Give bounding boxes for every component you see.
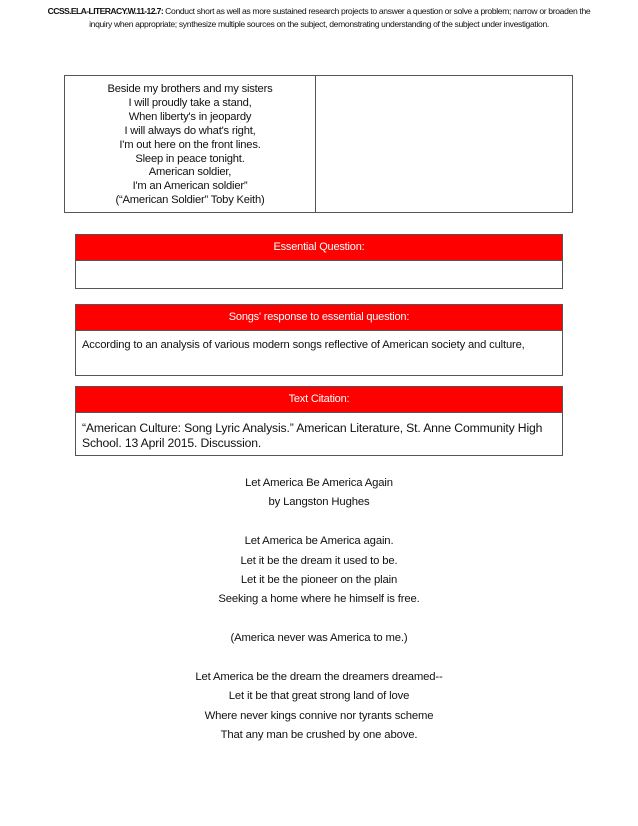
essential-question-box <box>75 234 563 289</box>
empty-table-cell[interactable] <box>316 76 572 212</box>
poem-line: Seeking a home where he himself is free. <box>218 593 420 606</box>
poem-line: (America never was America to me.) <box>230 632 408 645</box>
lyric-line: American soldier, <box>148 166 232 179</box>
lyric-line: I will proudly take a stand, <box>128 96 252 109</box>
songs-response-label: Songs' response to essential question: <box>76 305 562 330</box>
poem-line: Let it be that great strong land of love <box>228 690 410 703</box>
songs-response-box <box>75 304 563 376</box>
poem-line: That any man be crushed by one above. <box>220 729 418 742</box>
poem <box>0 474 638 745</box>
lyric-line: When liberty's in jeopardy <box>128 110 252 123</box>
poem-line: Let America be America again. <box>244 535 394 548</box>
lyric-line: I'm out here on the front lines. <box>119 138 261 151</box>
essential-question-field[interactable] <box>76 260 562 288</box>
lyrics-cell <box>65 76 316 212</box>
text-citation-box <box>75 386 563 456</box>
poem-line: Let America be the dream the dreamers dreamed-- <box>195 670 443 683</box>
poem-spacer <box>0 513 638 532</box>
text-citation-field[interactable]: “American Culture: Song Lyric Analysis.” American Literature, St. Anne Community High School. 13 April 2015. Discussion. <box>76 412 562 455</box>
standard-code: CCSS.ELA-LITERACY.W.11-12.7: <box>47 6 164 16</box>
text-citation-label: Text Citation: <box>76 387 562 412</box>
poem-line: Let it be the pioneer on the plain <box>240 573 398 586</box>
standard-text: Conduct short as well as more sustained research projects to answer a question or solve a problem; narrow or broaden the inquiry when appropriate; synthesize multiple sources on the subject, demonstrating understanding of the subject under investigation. <box>89 6 591 29</box>
poem-line <box>0 649 638 668</box>
essential-question-label: Essential Question: <box>76 235 562 260</box>
lyric-line: Beside my brothers and my sisters <box>107 83 273 95</box>
lyric-line: I'm an American soldier” <box>132 180 248 193</box>
lyric-line: I will always do what's right, <box>124 124 256 137</box>
lyric-line: (“American Soldier” Toby Keith) <box>115 194 265 207</box>
lyric-line: Sleep in peace tonight. <box>135 152 245 165</box>
poem-line: Let it be the dream it used to be. <box>240 554 398 567</box>
lyrics-table <box>64 75 573 213</box>
poem-line <box>0 610 638 629</box>
poem-author: by Langston Hughes <box>268 496 370 509</box>
songs-response-field[interactable]: According to an analysis of various modern songs reflective of American society and culture, <box>76 330 562 375</box>
poem-line: Where never kings connive nor tyrants scheme <box>204 709 434 722</box>
standard-header <box>40 5 598 31</box>
poem-title: Let America Be America Again <box>245 477 393 489</box>
